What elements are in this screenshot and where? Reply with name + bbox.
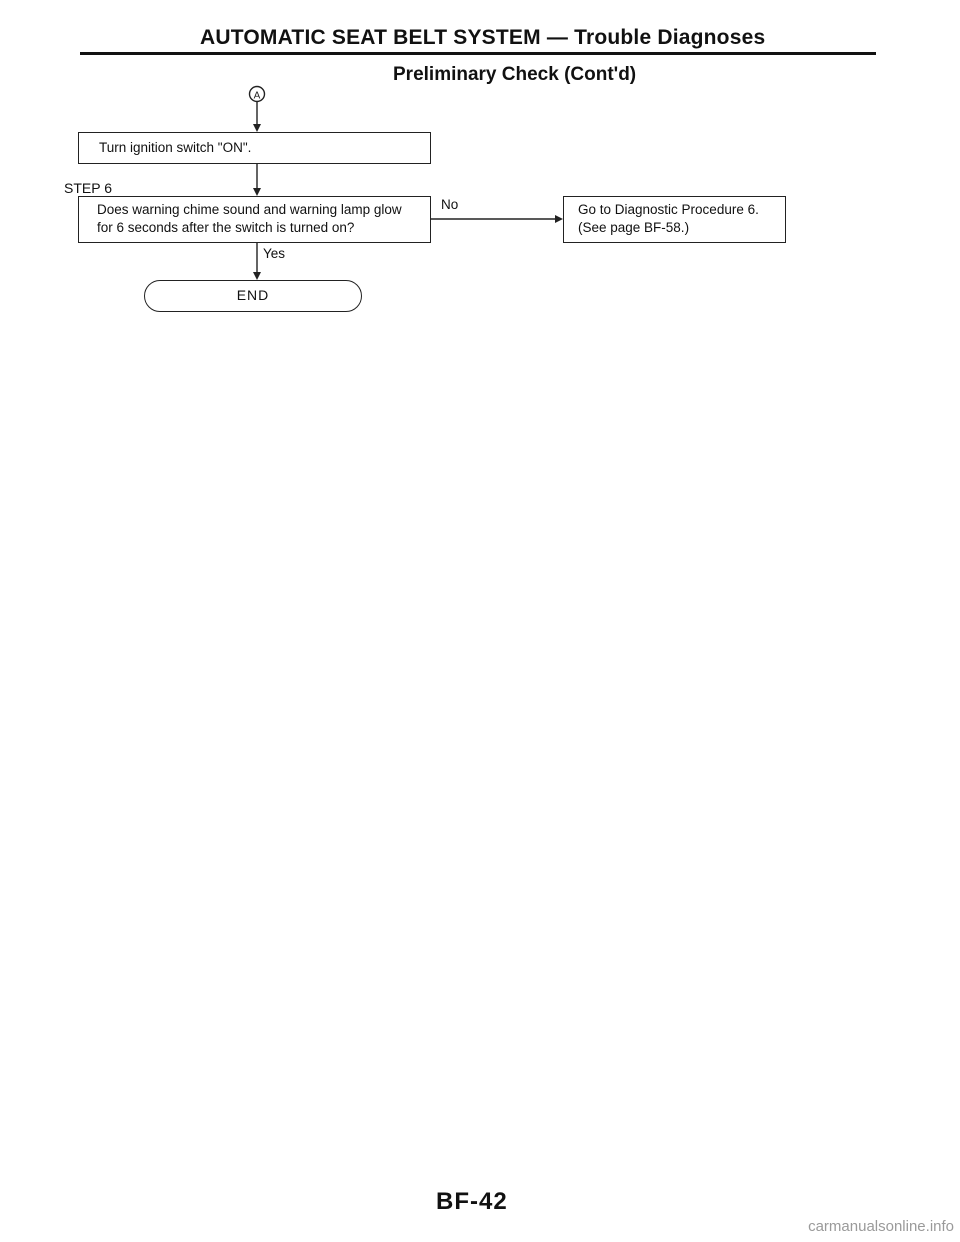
goto-line-1: Go to Diagnostic Procedure 6. <box>578 202 759 217</box>
step1-text: Turn ignition switch "ON". <box>99 140 252 155</box>
watermark: carmanualsonline.info <box>808 1218 954 1235</box>
section-subtitle: Preliminary Check (Cont'd) <box>393 64 637 85</box>
question-line-2: for 6 seconds after the switch is turned on? <box>97 220 355 235</box>
end-terminal: END <box>144 280 362 312</box>
step6-question-box <box>78 196 431 243</box>
connector-a-label: A <box>253 90 261 102</box>
step1-box <box>78 132 431 164</box>
no-label: No <box>441 197 459 212</box>
goto-line-2: (See page BF-58.) <box>578 220 690 235</box>
page-title: AUTOMATIC SEAT BELT SYSTEM — Trouble Diagnoses <box>200 26 766 49</box>
connector-a-symbol <box>250 87 265 102</box>
step6-label: STEP 6 <box>64 180 112 196</box>
arrowhead-goto <box>555 215 563 223</box>
yes-label: Yes <box>263 246 286 261</box>
arrowhead-step1 <box>253 124 261 132</box>
goto-box <box>563 196 786 243</box>
arrowhead-step6 <box>253 188 261 196</box>
question-line-1: Does warning chime sound and warning lamp glow <box>97 202 402 217</box>
page-number: BF-42 <box>436 1188 508 1215</box>
arrowhead-end <box>253 272 261 280</box>
